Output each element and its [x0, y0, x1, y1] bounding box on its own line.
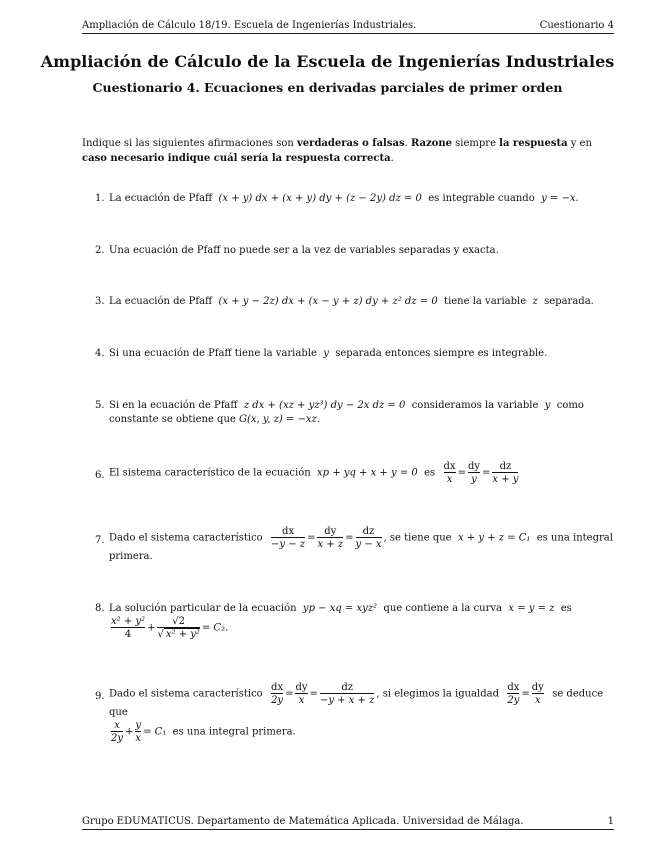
instructions: Indique si las siguientes afirmaciones son verdaderas o falsas. Razone siempre la respuesta y en caso necesario indique cuál sería la respuesta correcta.: [82, 138, 592, 164]
page-number: 1: [607, 816, 614, 827]
question-9: 9. Dado el sistema característico $\frac{dx}{2y}$ = $\frac{dy}{x}$ = $\frac{dz}{-y + x + z}$ , si elegimos la igualdad $\frac{dx}{2y}$ = $\frac{dy}{x}$ se deduce que $\frac{x}{2y}$ + $\frac{y}{x}$ = C₁ es una integral primera.: [95, 682, 604, 744]
question-6: 6. El sistema característico de la ecuación xp + yq + x + y = 0 es $\frac{dx}{x}$ = $\frac{dy}{y}$ = $\frac{dz}{x + y}$: [95, 461, 519, 485]
question-7: 7. Dado el sistema característico $\frac{dx}{-y - z}$ = $\frac{dy}{x + z}$ = $\frac{dz}{y - x}$ , se tiene que x + y + z = C₁ es una integral primera.: [95, 526, 613, 562]
question-1: 1. La ecuación de Pfaff (x + y) dx + (x + y) dy + (z − 2y) dz = 0 es integrable cuando y = −x.: [95, 193, 579, 204]
fraction: $\frac{dx}{x}$: [443, 461, 456, 485]
footer-left: Grupo EDUMATICUS. Departamento de Matemática Aplicada. Universidad de Málaga.: [82, 816, 524, 827]
question-3: 3. La ecuación de Pfaff (x + y − 2z) dx + (x − y + z) dy + z² dz = 0 tiene la variable z separada.: [95, 296, 594, 307]
running-footer: [82, 816, 614, 830]
page-title: Ampliación de Cálculo de la Escuela de Ingenierías Industriales: [40, 52, 615, 71]
header-right: Cuestionario 4: [539, 20, 614, 31]
question-8: 8. La solución particular de la ecuación yp − xq = xyz² que contiene a la curva x = y = z es $\frac{\text{x² + y²}}{4}$ + $\frac{√2}{\text{√ x² + y²}}$ = C₂.: [95, 603, 572, 640]
page-subtitle: Cuestionario 4. Ecuaciones en derivadas parciales de primer orden: [92, 80, 563, 95]
running-header: [82, 20, 614, 34]
question-5: 5. Si en la ecuación de Pfaff z dx + (xz + yz³) dy − 2x dz = 0 consideramos la variable y como constante se obtiene que G(x, y, z) = −xz.: [95, 400, 584, 425]
question-4: 4. Si una ecuación de Pfaff tiene la variable y separada entonces siempre es integrable.: [95, 348, 548, 359]
header-left: Ampliación de Cálculo 18/19. Escuela de Ingenierías Industriales.: [82, 20, 417, 31]
question-2: 2. Una ecuación de Pfaff no puede ser a la vez de variables separadas y exacta.: [95, 245, 499, 256]
